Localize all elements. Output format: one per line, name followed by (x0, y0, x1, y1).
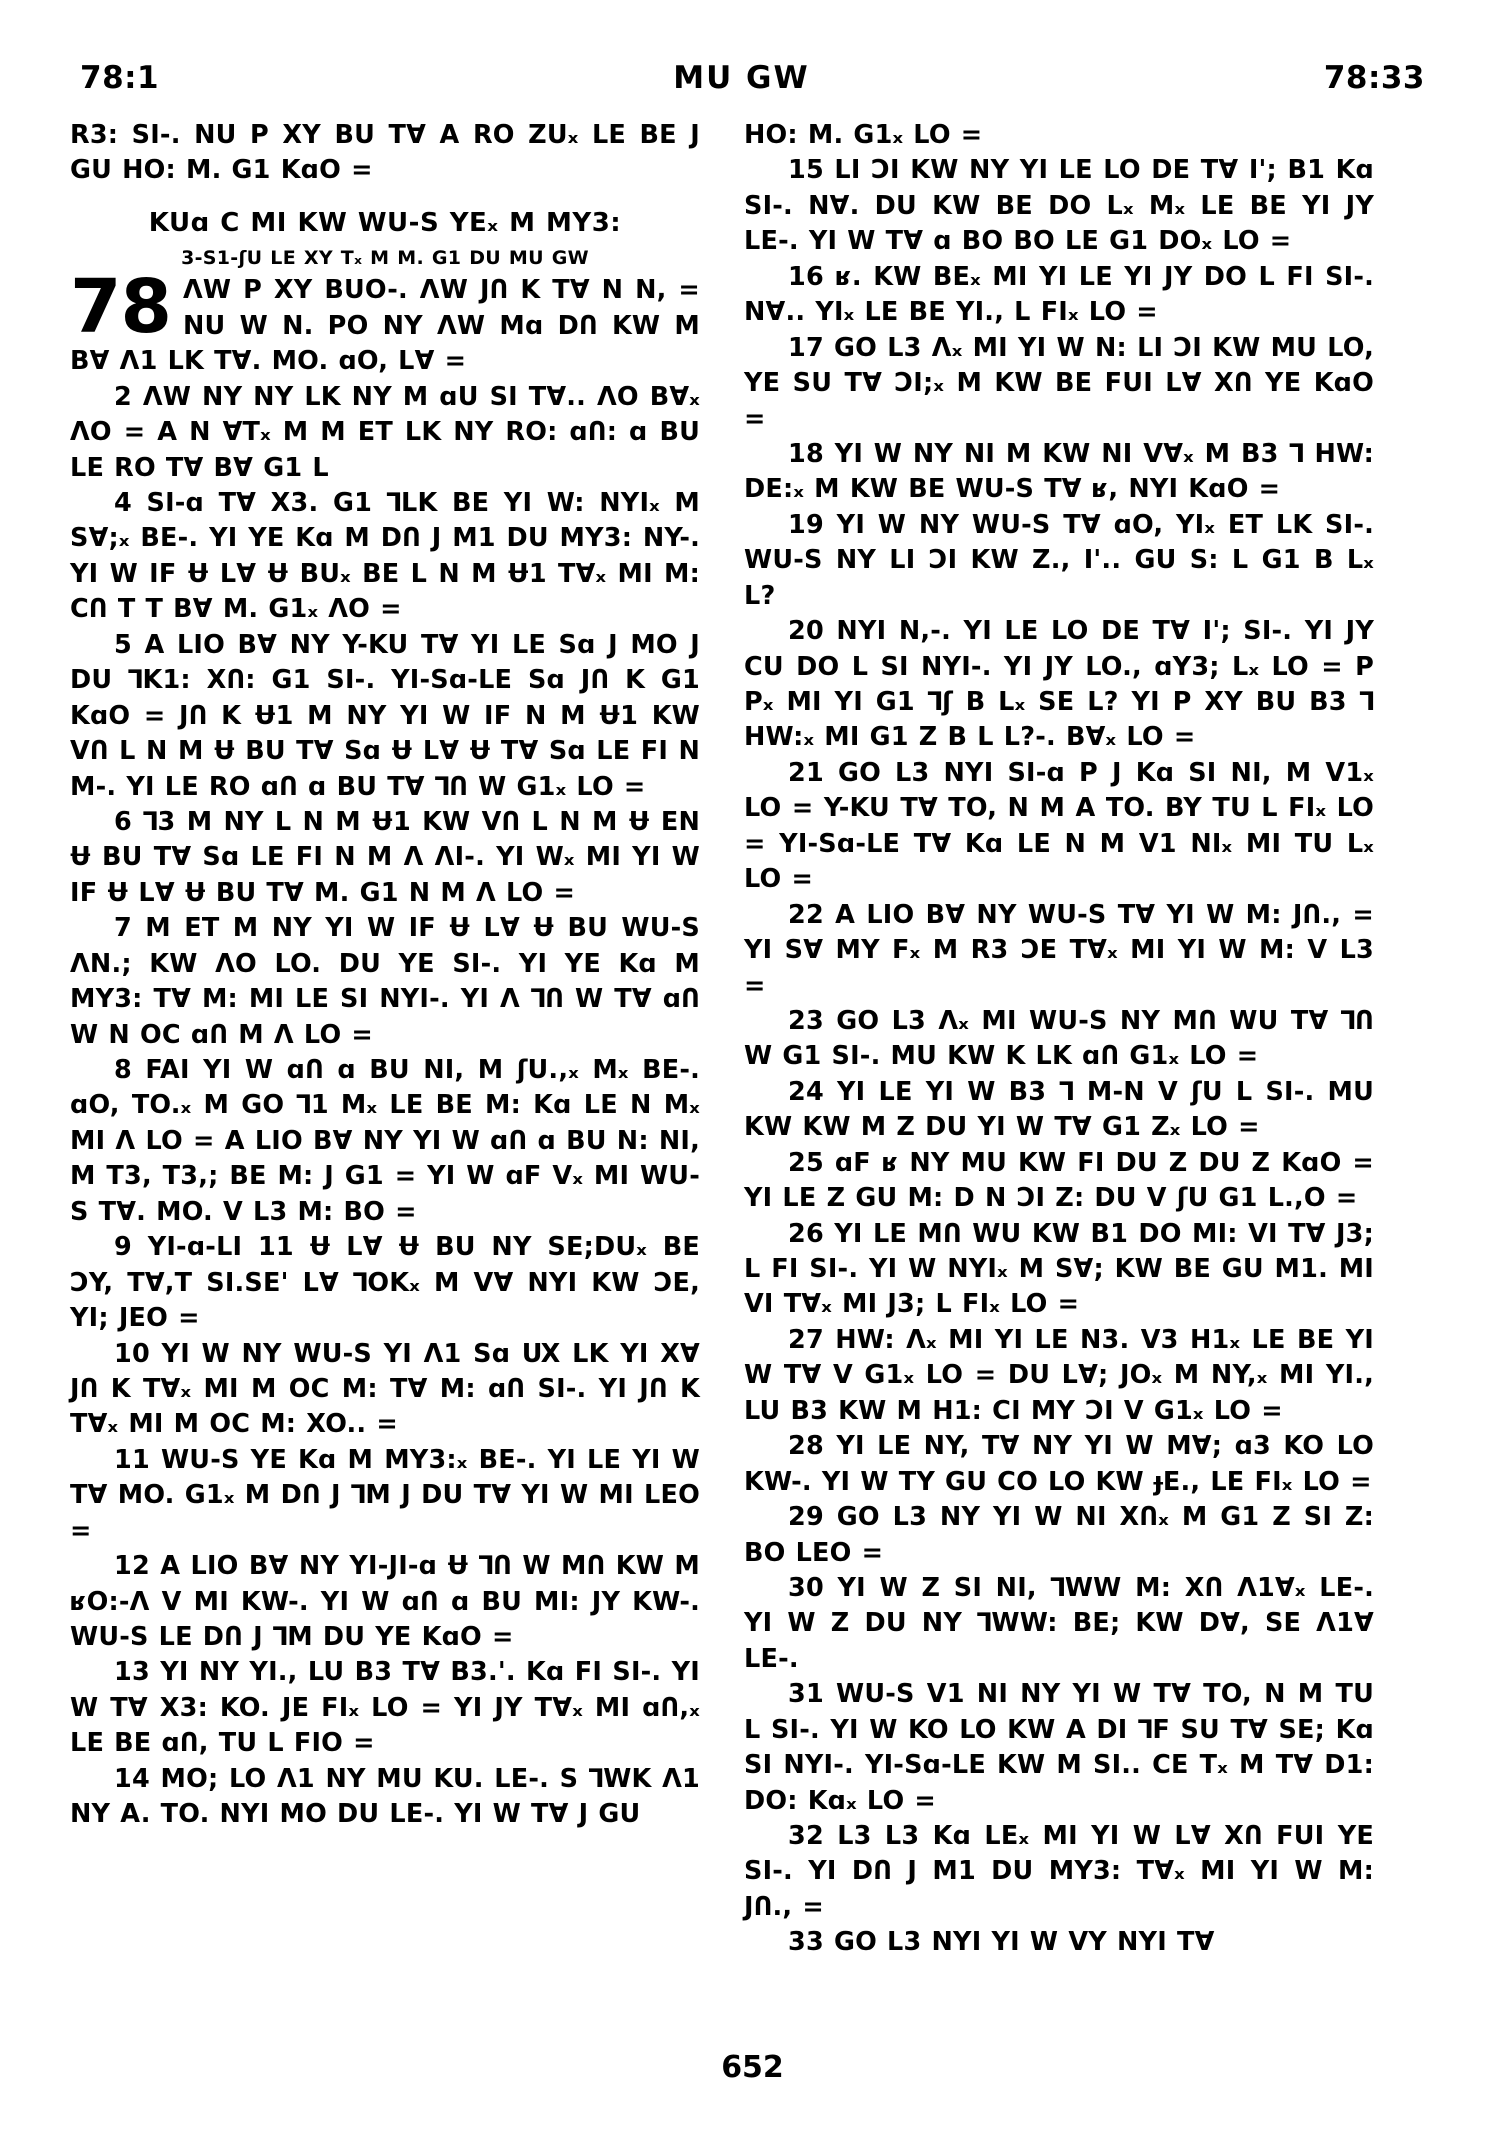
verse-paragraph: 25 ɑF ʁ NY MU KW FI DU Z DU Z KɑO = YI LE Z GU M: D N ƆI Z: DU V ʃU G1 L.,O = (744, 1147, 1374, 1214)
verse-paragraph: 20 NYI N,-. YI LE LO DE TⱯ I'; SI-. YI JY CU DO L SI NYI-. YI JY LO., ɑY3; Lₓ LO = P Pₓ MI YI G1 ⅂ʃ B Lₓ SE L? YI P XY BU B3 ⅂ HW:ₓ MI G1 Z B L L?-. BⱯₓ LO = (744, 616, 1374, 753)
verse-paragraph: 2 ɅW NY NY LK NY M ɑU SI TⱯ.. ɅO BⱯₓ ɅO = A N ⱯTₓ M M ET LK NY RO: ɑՈ: ɑ BU LE RO TⱯ BⱯ G1 L (70, 381, 700, 483)
verse-paragraph: HO: M. G1ₓ LO = (744, 120, 983, 150)
verse-paragraph: 27 HW: Ʌₓ MI YI LE N3. V3 H1ₓ LE BE YI W TⱯ V G1ₓ LO = DU LⱯ; JOₓ M NY,ₓ MI YI., LU B3 KW M H1: CI MY ƆI V G1ₓ LO = (744, 1324, 1374, 1426)
verse-paragraph: 11 WU-S YE Kɑ M MY3:ₓ BE-. YI LE YI W TⱯ MO. G1ₓ M DՈ J ⅂M J DU TⱯ YI W MI LEO = (70, 1444, 700, 1546)
verse-paragraph: 26 YI LE MՈ WU KW B1 DO MI: VI TⱯ J3; L FI SI-. YI W NYIₓ M SⱯ; KW BE GU M1. MI VI TⱯₓ MI J3; L FIₓ LO = (744, 1218, 1374, 1320)
verse-paragraph: 7 M ET M NY YI W IF Ʉ LⱯ Ʉ BU WU-S ɅN.; KW ɅO LO. DU YE SI-. YI YE Kɑ M MY3: TⱯ M: MI LE SI NYI-. YI Ʌ ⅂Ո W TⱯ ɑՈ W N OC ɑՈ M Ʌ LO = (70, 913, 700, 1050)
verse-paragraph: 8 FAI YI W ɑՈ ɑ BU NI, M ʃU.,ₓ Mₓ BE-. ɑO, TO.ₓ M GO ⅂1 Mₓ LE BE M: Kɑ LE N Mₓ MI Ʌ LO = A LIO BⱯ NY YI W ɑՈ ɑ BU N: NI, M T3, T3,; BE M: J G1 = YI W ɑF Vₓ MI WU-S TⱯ. MO. V L3 M: BO = (70, 1055, 700, 1227)
psalm-number-dropcap: 78 (70, 264, 171, 351)
verse-paragraph: 6 ⅂3 M NY L N M Ʉ1 KW VՈ L N M Ʉ EN Ʉ BU TⱯ Sɑ LE FI N M Ʌ ɅI-. YI Wₓ MI YI W IF Ʉ LⱯ Ʉ BU TⱯ M. G1 N M Ʌ LO = (70, 806, 700, 908)
verse-paragraph: 33 GO L3 NYI YI W VY NYI TⱯ (788, 1927, 1215, 1958)
verse-paragraph: 32 L3 L3 Kɑ LEₓ MI YI W LⱯ XՈ FUI YE SI-. YI DՈ J M1 DU MY3: TⱯₓ MI YI W M: JՈ., = (744, 1821, 1374, 1922)
running-head (80, 60, 1425, 96)
verse-paragraph: 28 YI LE NY, TⱯ NY YI W MⱯ; ɑ3 KO LO KW-. YI W TY GU CO LO KW ɟE., LE FIₓ LO = (744, 1431, 1374, 1497)
verse-paragraph: 23 GO L3 Ʌₓ MI WU-S NY MՈ WU TⱯ ⅂Ո W G1 SI-. MU KW K LK ɑՈ G1ₓ LO = (744, 1005, 1374, 1072)
verse-paragraph: 5 A LIO BⱯ NY Y-KU TⱯ YI LE Sɑ J MO J DU ⅂K1: XՈ: G1 SI-. YI-Sɑ-LE Sɑ JՈ K G1 KɑO = JՈ K Ʉ1 M NY YI W IF N M Ʉ1 KW VՈ L N M Ʉ BU TⱯ Sɑ Ʉ LⱯ Ʉ TⱯ Sɑ LE FI N M-. YI LE RO ɑՈ ɑ BU TⱯ ⅂Ո W G1ₓ LO = (70, 629, 700, 802)
verse-paragraph: 30 YI W Z SI NI, ⅂WW M: XՈ Ʌ1Ɐₓ LE-. YI W Z DU NY ⅂WW: BE; KW DⱯ, SE Ʌ1Ɐ LE-. (744, 1572, 1374, 1674)
running-head-right: 78:33 (1323, 60, 1425, 96)
verse-paragraph: 17 GO L3 Ʌₓ MI YI W N: LI ƆI KW MU LO, YE SU TⱯ ƆI;ₓ M KW BE FUI LⱯ XՈ YE KɑO = (744, 332, 1374, 434)
psalm-opening-block (70, 264, 700, 379)
verse-paragraph: 15 LI ƆI KW NY YI LE LO DE TⱯ I'; B1 Kɑ SI-. NⱯ. DU KW BE DO Lₓ Mₓ LE BE YI JY LE-. YI W TⱯ ɑ BO BO LE G1 DOₓ LO = (744, 155, 1374, 257)
verse-paragraph: ɅW P XY BUO-. ɅW JՈ K TⱯ N N, = NU W N. PO NY ɅW Mɑ DՈ KW M BⱯ Ʌ1 LK TⱯ. MO. ɑO, LⱯ = (70, 275, 700, 377)
verse-paragraph: 24 YI LE YI W B3 ⅂ M-N V ʃU L SI-. MU KW KW M Z DU YI W TⱯ G1 Zₓ LO = (744, 1076, 1374, 1143)
psalm-subheading: 3-S1-ʃU LE XY Tₓ M M. G1 DU MU GW (181, 247, 589, 269)
verse-paragraph: 16 ʁ. KW BEₓ MI YI LE YI JY DO L FI SI-. NⱯ.. YIₓ LE BE YI., L FIₓ LO = (744, 261, 1374, 328)
column-container (70, 118, 1435, 1961)
verse-paragraph: 14 MO; LO Ʌ1 NY MU KU. LE-. S ⅂WK Ʌ1 NY A. TO. NYI MO DU LE-. YI W TⱯ J GU (70, 1763, 700, 1830)
running-head-left: 78:1 (80, 60, 160, 96)
page-number: 652 (721, 2050, 784, 2085)
left-column (70, 118, 700, 1833)
psalm-heading: KUɑ C MI KW WU-S YEₓ M MY3: (148, 207, 622, 238)
verse-paragraph: 29 GO L3 NY YI W NI XՈₓ M G1 Z SI Z: BO LEO = (744, 1502, 1374, 1568)
verse-paragraph: 10 YI W NY WU-S YI Ʌ1 Sɑ ՍX LK YI XⱯ JՈ K TⱯₓ MI M OC M: TⱯ M: ɑՈ SI-. YI JՈ K TⱯₓ MI M OC M: XO.. = (70, 1338, 700, 1440)
verse-paragraph: 22 A LIO BⱯ NY WU-S TⱯ YI W M: JՈ., = YI SⱯ MY Fₓ M R3 ƆE TⱯₓ MI YI W M: V L3 = (744, 899, 1374, 1001)
verse-paragraph: 12 A LIO BⱯ NY YI-JI-ɑ Ʉ ⅂Ո W MՈ KW M ʁO:-Ʌ V MI KW-. YI W ɑՈ ɑ BU MI: JY KW-. WU-S LE DՈ J ⅂M DU YE KɑO = (70, 1551, 700, 1653)
verse-paragraph: 18 YI W NY NI M KW NI VⱯₓ M B3 ⅂ HW: DE:ₓ M KW BE WU-S TⱯ ʁ, NYI KɑO = (744, 438, 1374, 505)
verse-paragraph: 21 GO L3 NYI SI-ɑ P J Kɑ SI NI, M V1ₓ LO = Y-KU TⱯ TO, N M A TO. BY TU L FIₓ LO = YI-Sɑ-LE TⱯ Kɑ LE N M V1 NIₓ MI TU Lₓ LO = (744, 757, 1374, 895)
verse-paragraph: 31 WU-S V1 NI NY YI W TⱯ TO, N M TU L SI-. YI W KO LO KW A DI ⅂F SU TⱯ SE; Kɑ SI NYI-. YI-Sɑ-LE KW M SI.. CE Tₓ M TⱯ D1: DO: Kɑₓ LO = (744, 1679, 1374, 1816)
verse-paragraph: 9 YI-ɑ-LI 11 Ʉ LⱯ Ʉ BU NY SE;DUₓ BE ƆY, TⱯ,T SI.SE' LⱯ ⅂OKₓ M VⱯ NYI KW ƆE, YI; JEO = (70, 1232, 700, 1334)
lead-in-paragraph: R3: SI-. NU P XY BU TⱯ A RO ZUₓ LE BE J GU HO: M. G1 KɑO = (70, 120, 700, 186)
verse-paragraph: 13 YI NY YI., LU B3 TⱯ B3.'. Kɑ FI SI-. YI W TⱯ X3: KO. JE FIₓ LO = YI JY TⱯₓ MI ɑՈ,ₓ LE BE ɑՈ, TU L FIO = (70, 1657, 700, 1759)
right-column (744, 118, 1374, 1961)
verse-paragraph: 4 SI-ɑ TⱯ X3. G1 ⅂LK BE YI W: NYIₓ M SⱯ;ₓ BE-. YI YE Kɑ M DՈ J M1 DU MY3: NY-. YI W IF Ʉ LⱯ Ʉ BUₓ BE L N M Ʉ1 TⱯₓ MI M: CՈ T T BⱯ M. G1ₓ ɅO = (70, 488, 700, 625)
running-head-center: MU GW (673, 60, 810, 96)
verse-paragraph: 19 YI W NY WU-S TⱯ ɑO, YIₓ ET LK SI-. WU-S NY LI ƆI KW Z., I'.. GU S: L G1 B Lₓ L? (744, 509, 1374, 611)
